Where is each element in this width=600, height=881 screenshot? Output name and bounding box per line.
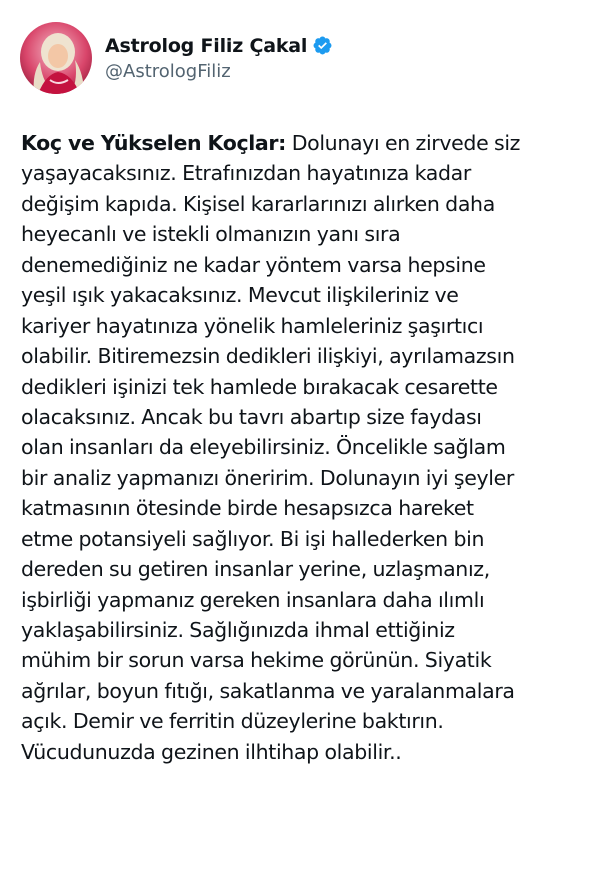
name-row: [105, 35, 333, 57]
display-name[interactable]: Astrolog Filiz Çakal: [105, 34, 308, 57]
profile-photo-icon: [20, 22, 92, 94]
text-line: yeşil ışık yakacaksınız. Mevcut ilişkileriniz ve: [21, 283, 459, 308]
text-line: dereden su getiren insanlar yerine, uzlaşmanız,: [21, 557, 490, 582]
text-line: olacaksınız. Ancak bu tavrı abartıp size faydası: [21, 404, 482, 429]
text-line: olan insanları da eleyebilirsiniz. Öncelikle sağlam: [21, 435, 506, 460]
text-line: bir analiz yapmanızı öneririm. Dolunayın iyi şeyler: [21, 465, 514, 490]
text-line-content: Dolunayı en zirvede siz: [286, 131, 521, 155]
text-line: mühim bir sorun varsa hekime görünün. Siyatik: [21, 648, 492, 673]
text-line: açık. Demir ve ferritin düzeylerine baktırın.: [21, 709, 444, 734]
handle[interactable]: @AstrologFiliz: [105, 60, 231, 82]
text-line: ağrılar, boyun fıtığı, sakatlanma ve yaralanmalara: [21, 678, 515, 703]
text-line: olabilir. Bitiremezsin dedikleri ilişkiyi, ayrılamazsın: [21, 344, 515, 369]
text-line: kariyer hayatınıza yönelik hamleleriniz şaşırtıcı: [21, 313, 484, 338]
verified-badge-icon: [312, 35, 333, 56]
avatar[interactable]: [20, 22, 92, 94]
text-line: yaklaşabilirsiniz. Sağlığınızda ihmal ettiğiniz: [21, 618, 455, 642]
text-line: yaşayacaksınız. Etrafınızdan hayatınıza kadar: [21, 161, 471, 186]
text-line: dedikleri işinizi tek hamlede bırakacak cesarette: [21, 374, 498, 399]
post-heading: Koç ve Yükselen Koçlar:: [21, 131, 287, 155]
tweet-text: [21, 128, 589, 767]
text-line: Vücudunuzda gezinen ilhtihap olabilir..: [21, 739, 402, 764]
text-line: [21, 128, 589, 158]
tweet-header: [20, 22, 333, 94]
text-line: denemediğiniz ne kadar yöntem varsa hepsine: [21, 252, 486, 277]
author-names: [105, 35, 333, 82]
text-line: değişim kapıda. Kişisel kararlarınızı alırken daha: [21, 191, 495, 216]
text-line: işbirliği yapmanız gereken insanlara daha ılımlı: [21, 587, 485, 612]
text-line: etme potansiyeli sağlıyor. Bi işi hallederken bin: [21, 526, 485, 551]
text-line: katmasının ötesinde birde hesapsızca hareket: [21, 496, 474, 521]
text-line: heyecanlı ve istekli olmanızın yanı sıra: [21, 222, 401, 247]
